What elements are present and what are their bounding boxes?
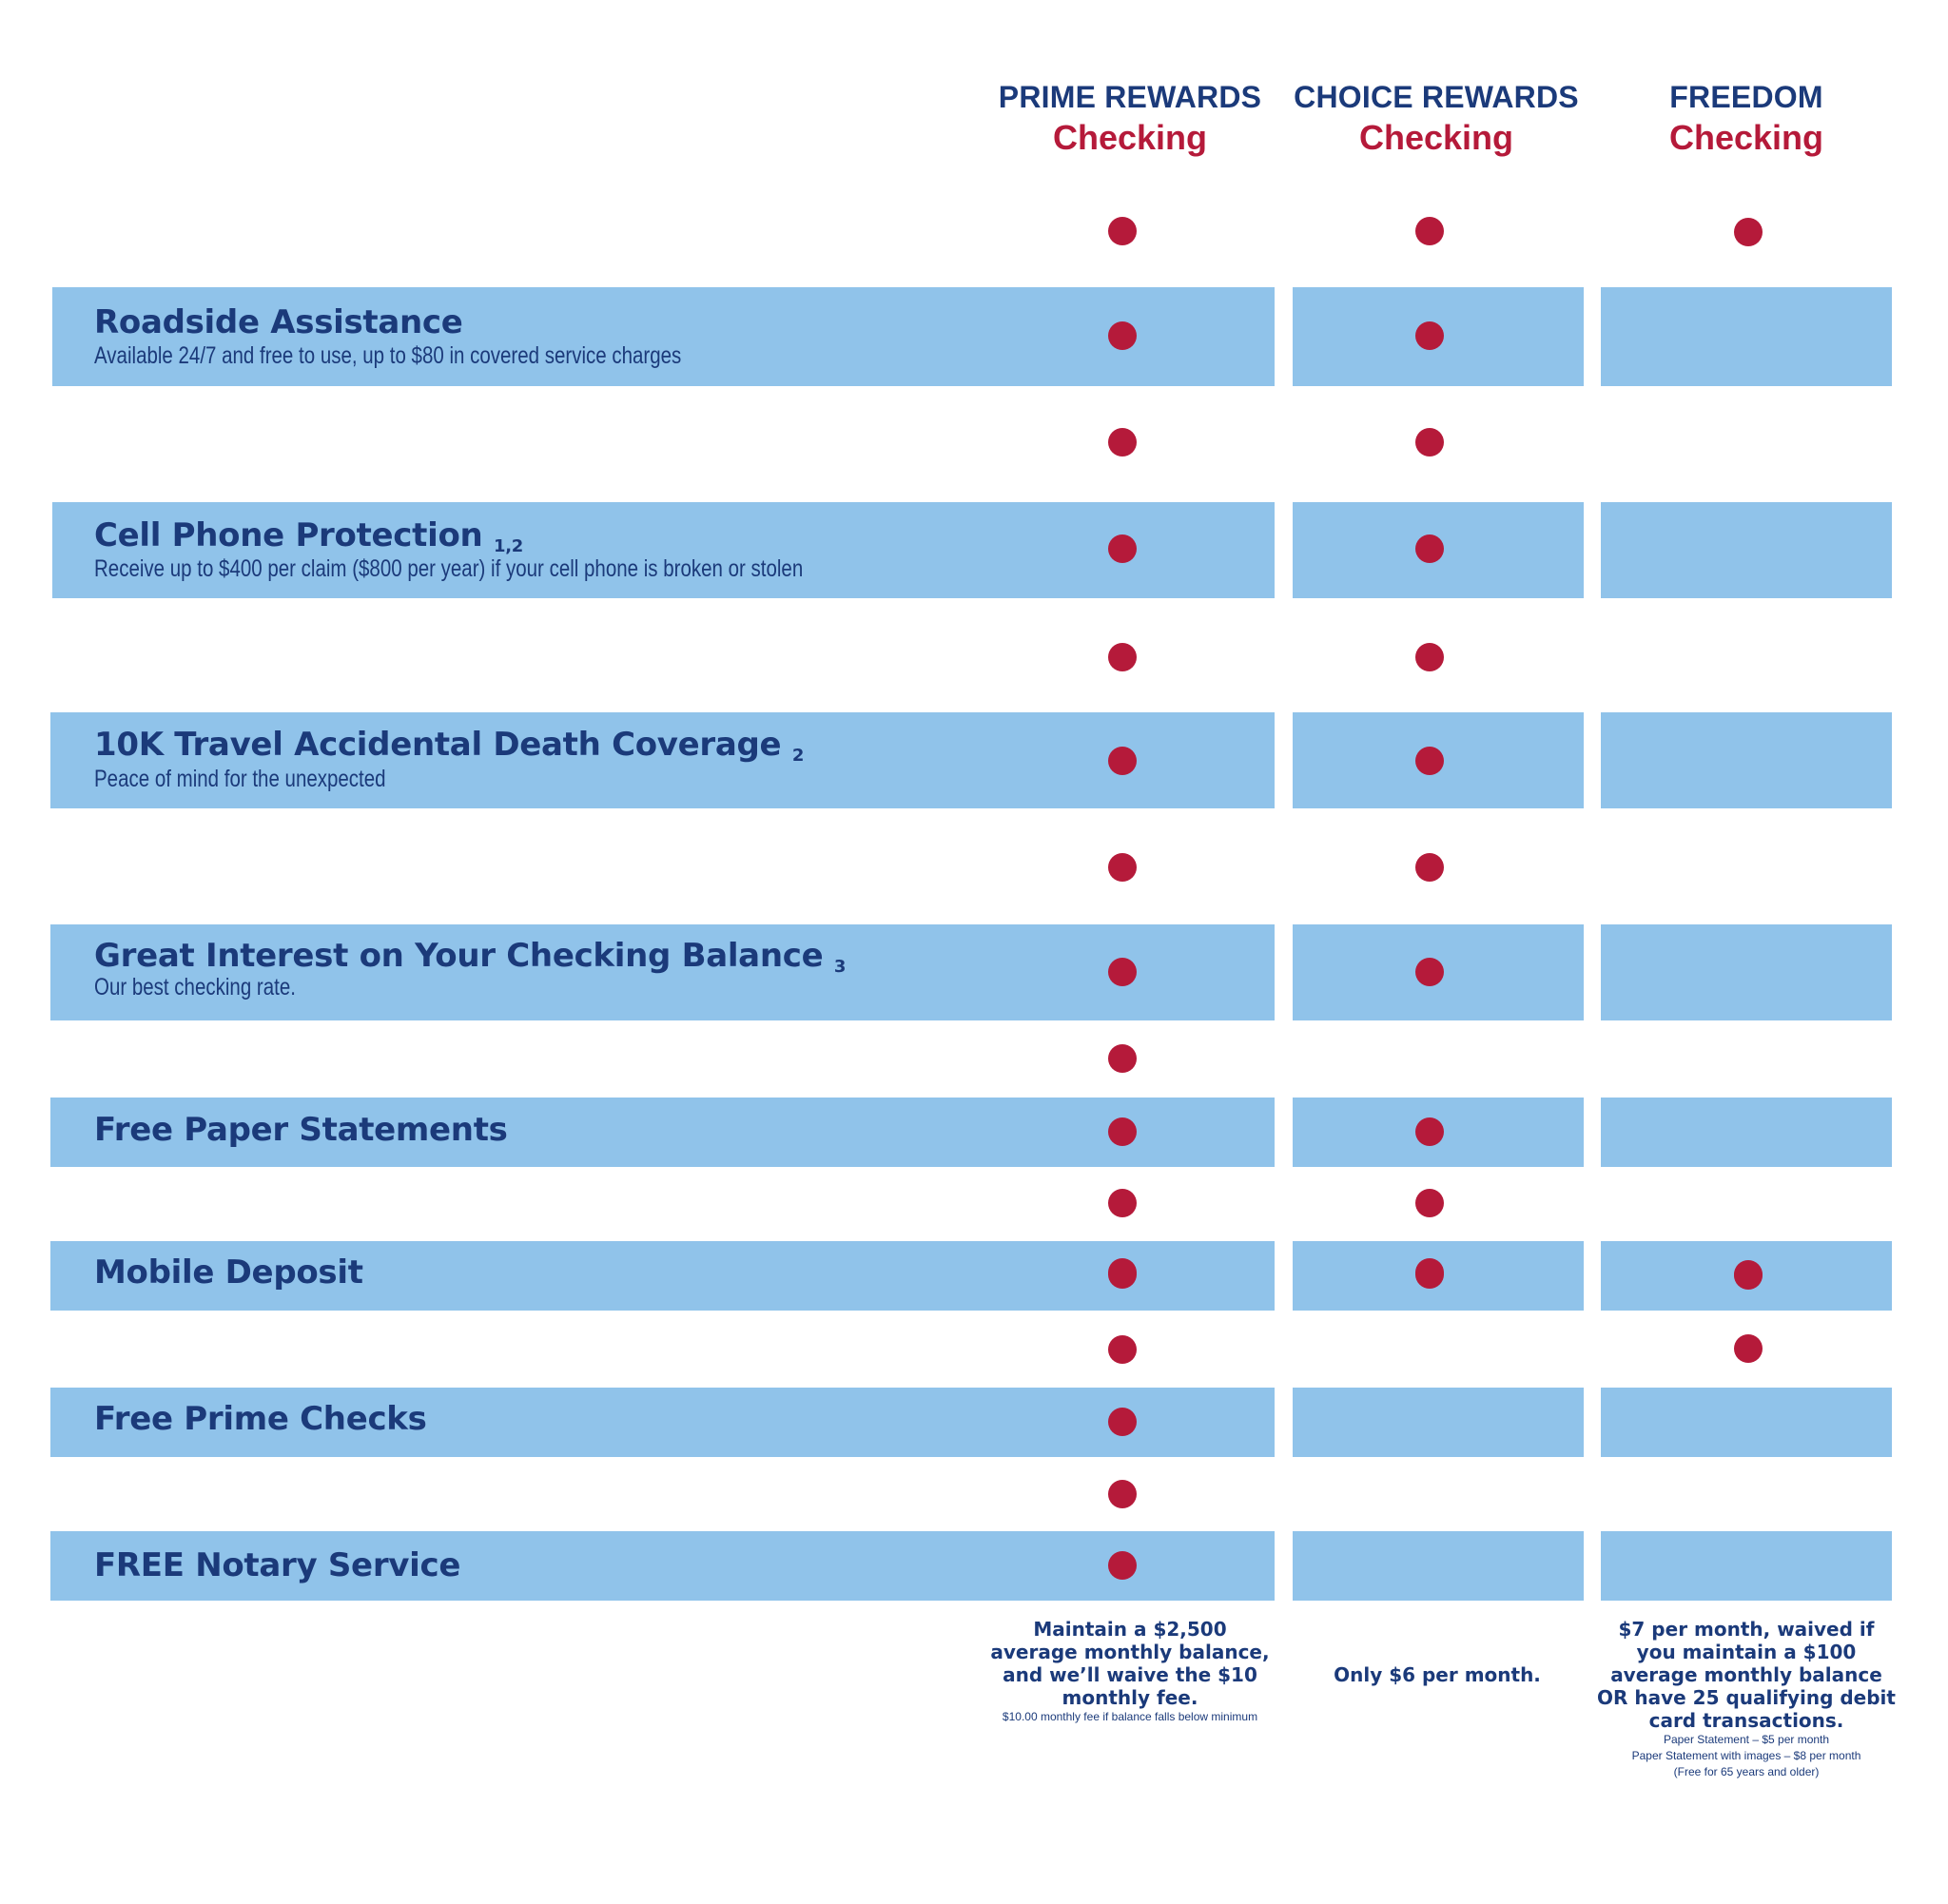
column-header-freedom bbox=[1594, 78, 1899, 160]
band-segment bbox=[1601, 924, 1892, 1020]
feature-description: Our best checking rate. bbox=[94, 974, 296, 1001]
feature-title: Free Prime Checks bbox=[94, 1400, 427, 1438]
availability-dot bbox=[1415, 643, 1444, 671]
band-segment bbox=[1601, 1531, 1892, 1601]
availability-dot bbox=[1415, 958, 1444, 986]
column-subtitle: Checking bbox=[1052, 118, 1208, 157]
availability-dot bbox=[1415, 217, 1444, 245]
column-header-choice-rewards bbox=[1284, 78, 1588, 160]
column-title: CHOICE REWARDS bbox=[1294, 80, 1579, 114]
feature-title: FREE Notary Service bbox=[94, 1546, 461, 1584]
column-header-prime-rewards bbox=[978, 78, 1282, 160]
availability-dot bbox=[1415, 853, 1444, 882]
band-segment bbox=[1293, 1531, 1584, 1601]
band-segment bbox=[1601, 1388, 1892, 1457]
availability-dot bbox=[1108, 1189, 1137, 1217]
availability-dot bbox=[1108, 534, 1137, 563]
band-segment bbox=[1601, 287, 1892, 386]
availability-dot bbox=[1108, 1044, 1137, 1073]
feature-description: Receive up to $400 per claim ($800 per year) if your cell phone is broken or stolen bbox=[94, 555, 804, 582]
fee-note-freedom-images: Paper Statement with images – $8 per month bbox=[1631, 1749, 1861, 1762]
availability-dot bbox=[1734, 1334, 1763, 1363]
band-segment bbox=[1601, 502, 1892, 598]
availability-dot bbox=[1108, 217, 1137, 245]
availability-dot bbox=[1734, 1260, 1763, 1289]
availability-dot bbox=[1108, 853, 1137, 882]
feature-description: Peace of mind for the unexpected bbox=[94, 766, 386, 792]
availability-dot bbox=[1108, 1480, 1137, 1508]
feature-title: Free Paper Statements bbox=[94, 1111, 508, 1149]
availability-dot bbox=[1415, 321, 1444, 350]
availability-dot bbox=[1108, 1260, 1137, 1289]
availability-dot bbox=[1108, 1117, 1137, 1146]
availability-dot bbox=[1108, 1335, 1137, 1364]
footnote-ref: 3 bbox=[833, 957, 847, 977]
feature-title: Great Interest on Your Checking Balance $_3$ bbox=[94, 937, 847, 977]
column-title: PRIME REWARDS bbox=[998, 80, 1262, 114]
availability-dot bbox=[1734, 218, 1763, 246]
availability-dot bbox=[1415, 747, 1444, 775]
column-subtitle: Checking bbox=[1668, 118, 1824, 157]
feature-title: 10K Travel Accidental Death Coverage $_2$ bbox=[94, 726, 805, 766]
availability-dot bbox=[1108, 958, 1137, 986]
availability-dot bbox=[1108, 1408, 1137, 1436]
availability-dot bbox=[1415, 1117, 1444, 1146]
feature-title: Mobile Deposit bbox=[94, 1253, 363, 1292]
band-segment bbox=[1601, 1098, 1892, 1167]
availability-dot bbox=[1108, 747, 1137, 775]
feature-title: Roadside Assistance bbox=[94, 303, 463, 341]
footnote-ref: 1,2 bbox=[493, 536, 523, 556]
fee-prime-rewards: Maintain a $2,500 average monthly balance, and we’ll waive the $10 monthly fee. bbox=[990, 1618, 1270, 1709]
availability-dot bbox=[1415, 1260, 1444, 1289]
fee-note-prime-rewards: $10.00 monthly fee if balance falls below minimum bbox=[1002, 1710, 1258, 1723]
availability-dot bbox=[1108, 643, 1137, 671]
fee-note-freedom-paper: Paper Statement – $5 per month bbox=[1663, 1733, 1830, 1746]
availability-dot bbox=[1415, 534, 1444, 563]
band-segment bbox=[1601, 712, 1892, 808]
footnote-ref: 2 bbox=[791, 746, 805, 766]
fee-freedom: $7 per month, waived if you maintain a $100 average monthly balance OR have 25 qualifying debit card transactions. bbox=[1597, 1618, 1896, 1732]
availability-dot bbox=[1415, 428, 1444, 457]
fee-choice-rewards: Only $6 per month. bbox=[1334, 1663, 1541, 1686]
availability-dot bbox=[1108, 428, 1137, 457]
band-segment bbox=[1293, 1388, 1584, 1457]
fee-note-freedom-senior: (Free for 65 years and older) bbox=[1673, 1765, 1820, 1778]
feature-title: Cell Phone Protection $_{1,2}$ bbox=[94, 516, 523, 556]
column-subtitle: Checking bbox=[1358, 118, 1514, 157]
column-title: FREEDOM bbox=[1669, 80, 1823, 114]
feature-description: Available 24/7 and free to use, up to $80 in covered service charges bbox=[94, 342, 682, 369]
availability-dot bbox=[1108, 321, 1137, 350]
availability-dot bbox=[1108, 1551, 1137, 1580]
availability-dot bbox=[1415, 1189, 1444, 1217]
